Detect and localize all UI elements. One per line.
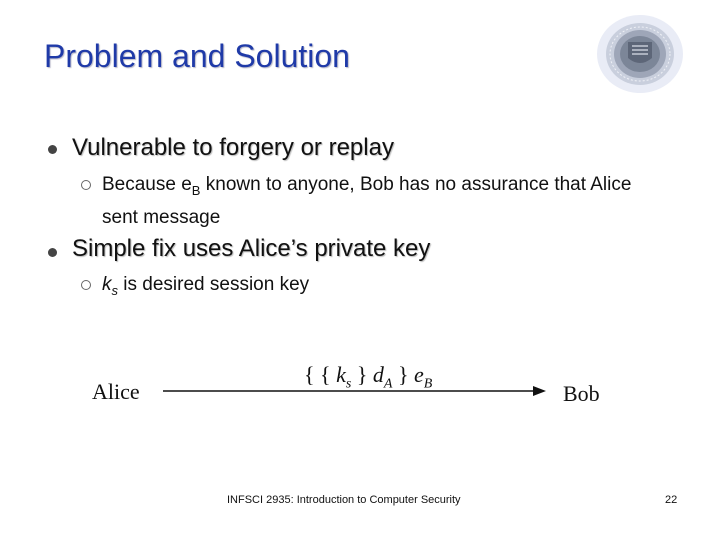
- sub-bullet-marker: [81, 280, 91, 290]
- sub-bullet-text: Because $e_B$ known to anyone, Bob has no assurance that Alice sent message: [102, 174, 632, 228]
- bullet-text: Simple fix uses Alice’s private key: [72, 235, 431, 262]
- bullet-marker: [48, 248, 57, 257]
- footer-course: INFSCI 2935: Introduction to Computer Security: [227, 494, 461, 506]
- sub-bullet-marker: [81, 180, 91, 190]
- message-expression: { { $k_s$ } $d_A$ } $e_B$: [304, 362, 433, 392]
- bullet-text: Vulnerable to forgery or replay: [72, 134, 394, 161]
- receiver-label: Bob: [563, 381, 600, 406]
- bullet-marker: [48, 145, 57, 154]
- message-arrow: [163, 384, 547, 398]
- university-seal-logo: [596, 14, 684, 94]
- slide-title: Problem and Solution: [44, 38, 350, 74]
- page-number: 22: [665, 494, 678, 506]
- sub-bullet-text: $k_s$ is desired session key: [102, 274, 310, 298]
- sender-label: Alice: [92, 379, 140, 404]
